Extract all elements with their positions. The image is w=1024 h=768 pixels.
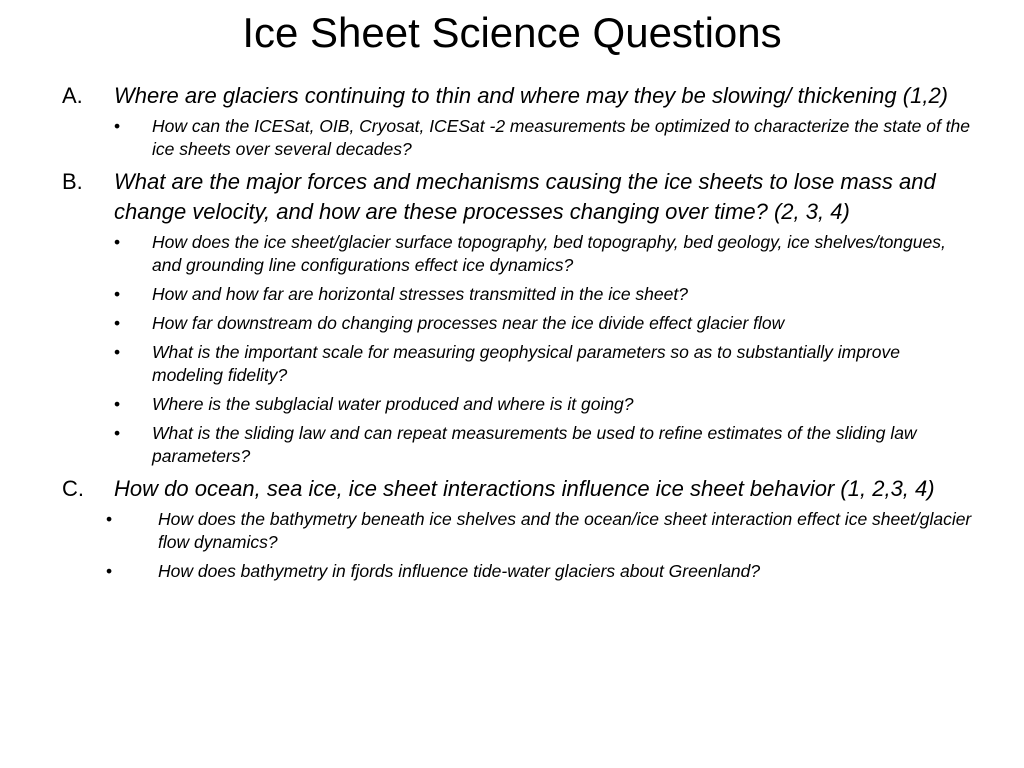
sub-question-list [62, 508, 972, 583]
question-b [62, 167, 972, 227]
question-text: Where are glaciers continuing to thin and where may they be slowing/ thickening (1,2) [114, 83, 949, 108]
slide-title: Ice Sheet Science Questions [242, 9, 782, 56]
slide-body [62, 81, 972, 589]
question-a [62, 81, 972, 111]
sub-question [62, 283, 972, 306]
sub-question [62, 312, 972, 335]
question-text: How do ocean, sea ice, ice sheet interactions influence ice sheet behavior (1, 2,3, 4) [114, 476, 935, 501]
section-b [62, 167, 972, 468]
sub-question [62, 560, 972, 583]
bullet-icon: • [114, 284, 121, 304]
sub-question-text: Where is the subglacial water produced and where is it going? [152, 394, 634, 414]
bullet-icon: • [114, 394, 121, 414]
sub-question-list [62, 115, 972, 161]
sub-question [62, 341, 972, 387]
question-letter: B. [62, 169, 83, 194]
sub-question-text: How can the ICESat, OIB, Cryosat, ICESat -2 measurements be optimized to characterize the state of the ice sheets over several decades? [152, 116, 971, 159]
question-letter: A. [62, 83, 83, 108]
question-c [62, 474, 972, 504]
question-text: What are the major forces and mechanisms causing the ice sheets to lose mass and change velocity, and how are these processes changing over time? (2, 3, 4) [114, 169, 936, 224]
sub-question-text: How far downstream do changing processes near the ice divide effect glacier flow [152, 313, 785, 333]
section-a [62, 81, 972, 161]
bullet-icon: • [114, 232, 121, 252]
section-c [62, 474, 972, 583]
sub-question-list [62, 231, 972, 468]
sub-question [62, 508, 972, 554]
bullet-icon: • [114, 116, 121, 136]
sub-question [62, 422, 972, 468]
bullet-icon: • [114, 313, 121, 333]
sub-question-text: What is the sliding law and can repeat measurements be used to refine estimates of the sliding law parameters? [152, 423, 917, 466]
sub-question [62, 115, 972, 161]
sub-question-text: How does the ice sheet/glacier surface topography, bed topography, bed geology, ice shelves/tongues, and grounding line configurations effect ice dynamics? [152, 232, 946, 275]
bullet-icon: • [114, 423, 121, 443]
sub-question-text: How does the bathymetry beneath ice shelves and the ocean/ice sheet interaction effect ice sheet/glacier flow dynamics? [158, 509, 972, 552]
sub-question-text: What is the important scale for measuring geophysical parameters so as to substantially improve modeling fidelity? [152, 342, 900, 385]
question-letter: C. [62, 476, 84, 501]
bullet-icon: • [114, 342, 121, 362]
sub-question [62, 231, 972, 277]
sub-question [62, 393, 972, 416]
sub-question-text: How does bathymetry in fjords influence tide-water glaciers about Greenland? [158, 561, 761, 581]
sub-question-text: How and how far are horizontal stresses transmitted in the ice sheet? [152, 284, 688, 304]
bullet-icon: • [106, 509, 113, 529]
bullet-icon: • [106, 561, 113, 581]
